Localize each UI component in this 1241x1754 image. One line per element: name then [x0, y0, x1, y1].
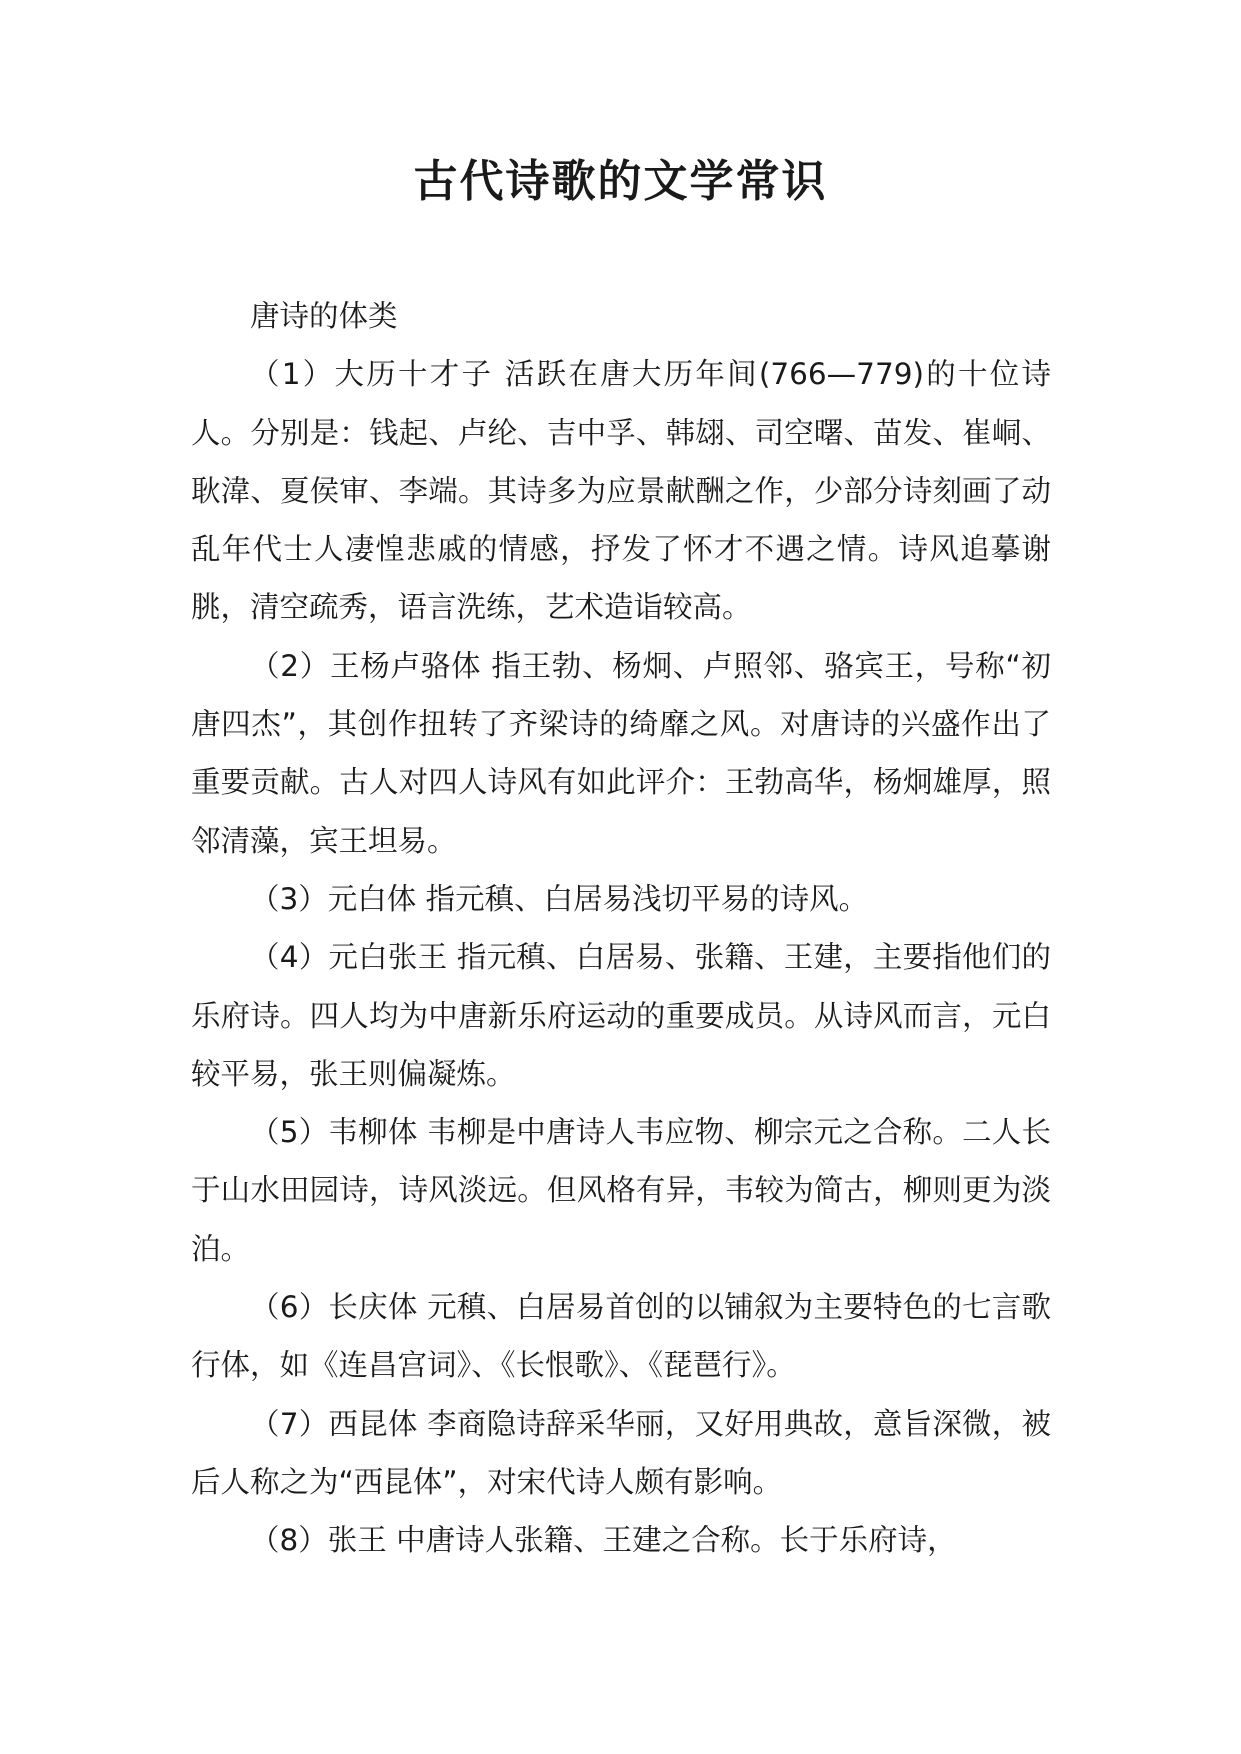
document-body	[191, 287, 1051, 1570]
paragraph-7: （7）西昆体 李商隐诗辞采华丽，又好用典故，意旨深微，被后人称之为“西昆体”，对宋代诗人颇有影响。	[191, 1406, 1051, 1499]
section-heading: 唐诗的体类	[250, 299, 398, 333]
paragraph-2: （2）王杨卢骆体 指王勃、杨炯、卢照邻、骆宾王，号称“初唐四杰”，其创作扭转了齐梁诗的绮靡之风。对唐诗的兴盛作出了重要贡献。古人对四人诗风有如此评介：王勃高华，杨炯雄厚，照邻清藻，宾王坦易。	[191, 648, 1051, 858]
paragraph-4: （4）元白张王 指元稹、白居易、张籍、王建，主要指他们的乐府诗。四人均为中唐新乐府运动的重要成员。从诗风而言，元白较平易，张王则偏凝炼。	[191, 940, 1051, 1091]
paragraph-6: （6）长庆体 元稹、白居易首创的以铺叙为主要特色的七言歌行体，如《连昌宫词》、《长恨歌》、《琵琶行》。	[191, 1290, 1051, 1383]
paragraph-5: （5）韦柳体 韦柳是中唐诗人韦应物、柳宗元之合称。二人长于山水田园诗，诗风淡远。但风格有异，韦较为简古，柳则更为淡泊。	[191, 1115, 1051, 1266]
document-title: 古代诗歌的文学常识	[413, 156, 828, 207]
paragraph-1: （1）大历十才子 活跃在唐大历年间(766—779)的十位诗人。分别是：钱起、卢纶、吉中孚、韩翃、司空曙、苗发、崔峒、耿湋、夏侯审、李端。其诗多为应景献酬之作，少部分诗刻画了动乱年代士人凄惶悲戚的情感，抒发了怀才不遇之情。诗风追摹谢朓，清空疏秀，语言洗练，艺术造诣较高。	[191, 357, 1051, 625]
paragraph-8: （8）张王 中唐诗人张籍、王建之合称。长于乐府诗，	[250, 1523, 957, 1558]
paragraph-3: （3）元白体 指元稹、白居易浅切平易的诗风。	[250, 881, 869, 916]
